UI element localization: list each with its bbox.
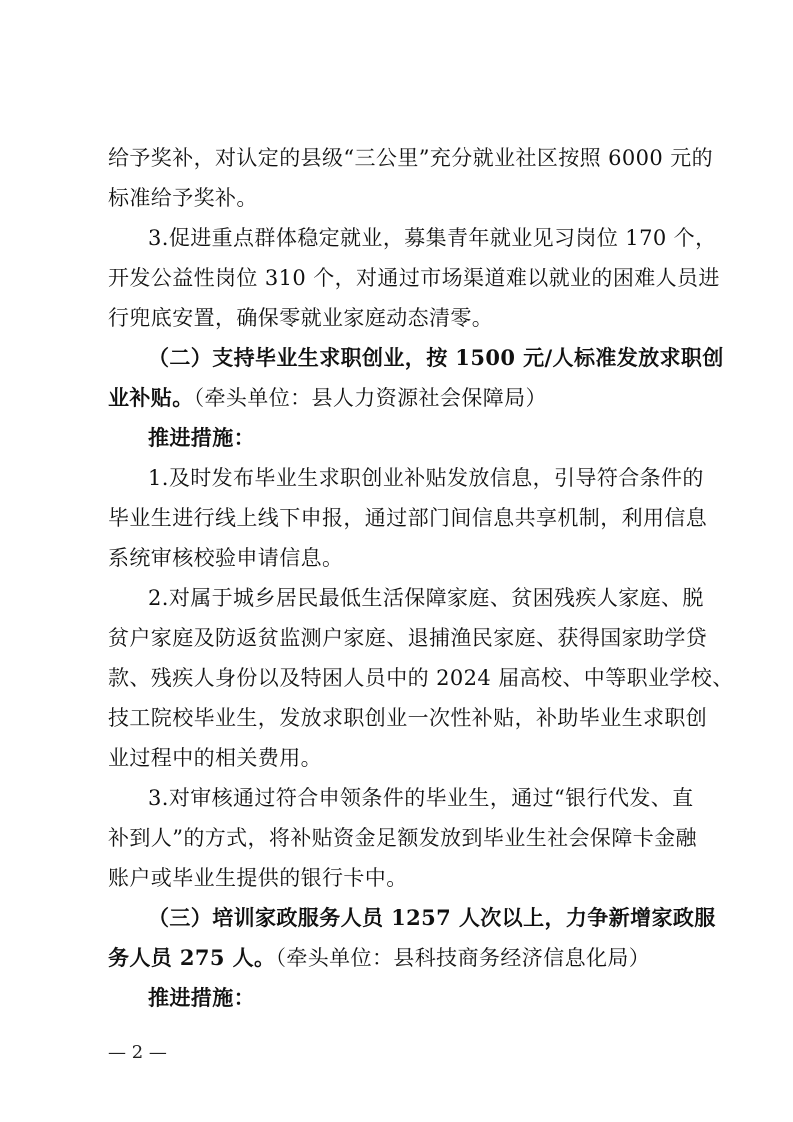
paragraph-line: 3.对审核通过符合申领条件的毕业生，通过“银行代发、直 xyxy=(148,786,694,810)
measures-heading: 推进措施： xyxy=(148,425,255,450)
section-heading-line: （三）培训家政服务人员 1257 人次以上，力争新增家政服 xyxy=(148,905,716,930)
section-heading-text: 务人员 275 人。 xyxy=(108,945,276,970)
measures-heading: 推进措施： xyxy=(148,985,255,1010)
paragraph-line: 系统审核校验申请信息。 xyxy=(108,546,344,570)
paragraph-line: 2.对属于城乡居民最低生活保障家庭、贫困残疾人家庭、脱 xyxy=(148,586,704,610)
paragraph-line: 补到人”的方式，将补贴资金足额发放到毕业生社会保障卡金融 xyxy=(108,826,697,850)
section-heading-line xyxy=(108,378,547,418)
paragraph-line: 标准给予奖补。 xyxy=(108,186,258,210)
page-number: — 2 — xyxy=(108,1042,167,1063)
paragraph-line: 毕业生进行线上线下申报，通过部门间信息共享机制，利用信息 xyxy=(108,506,708,530)
paragraph-line: 3.促进重点群体稳定就业，募集青年就业见习岗位 170 个， xyxy=(148,226,717,250)
paragraph-line: 账户或毕业生提供的银行卡中。 xyxy=(108,866,408,890)
section-heading-line: （二）支持毕业生求职创业，按 1500 元/人标准发放求职创 xyxy=(148,345,724,370)
paragraph-line: 1.及时发布毕业生求职创业补贴发放信息，引导符合条件的 xyxy=(148,466,704,490)
paragraph-line: 贫户家庭及防返贫监测户家庭、退捕渔民家庭、获得国家助学贷 xyxy=(108,626,708,650)
section-heading-text: 业补贴。 xyxy=(108,385,194,410)
paragraph-line: 业过程中的相关费用。 xyxy=(108,746,322,770)
paragraph-line: 款、残疾人身份以及特困人员中的 2024 届高校、中等职业学校、 xyxy=(108,666,734,690)
section-heading-line xyxy=(108,938,650,978)
lead-unit-note: （牵头单位：县科技商务经济信息化局） xyxy=(275,946,651,970)
paragraph-line: 给予奖补，对认定的县级“三公里”充分就业社区按照 6000 元的 xyxy=(108,146,714,170)
paragraph-line: 技工院校毕业生，发放求职创业一次性补贴，补助毕业生求职创 xyxy=(108,706,708,730)
lead-unit-note: （牵头单位：县人力资源社会保障局） xyxy=(193,386,547,410)
paragraph-line: 行兜底安置，确保零就业家庭动态清零。 xyxy=(108,306,494,330)
paragraph-line: 开发公益性岗位 310 个，对通过市场渠道难以就业的困难人员进 xyxy=(108,266,720,290)
